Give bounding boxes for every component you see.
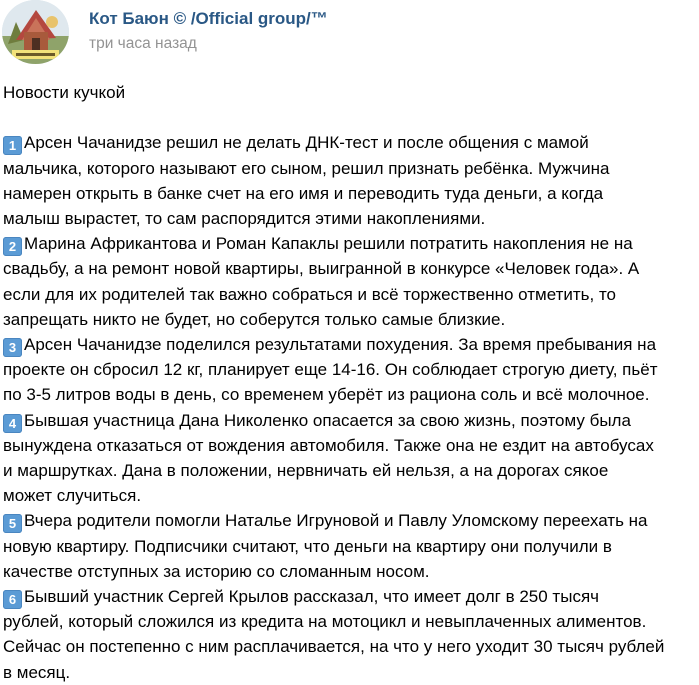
- news-item: [3, 408, 693, 509]
- post-title: Новости кучкой: [3, 83, 126, 102]
- news-item-text: Бывший участник Сергей Крылов рассказал, что имеет долг в 250 тысяч рублей, который сложился из кредита на мотоцикл и невыплаченных алиментов. Сейчас он постепенно с ним расплачивается, на что у него уходит 30 тысяч рублей в месяц.: [3, 587, 665, 682]
- news-item-text: Арсен Чачанидзе поделился результатами похудения. За время пребывания на проекте он сбросил 12 кг, планирует еще 14-16. Он соблюдает строгую диету, пьёт по 3-5 литров воды в день, со временем уберёт из рациона соль и всё молочное.: [3, 335, 658, 405]
- cat-logo-avatar-icon: [2, 0, 69, 64]
- number-3-emoji-icon: 3: [3, 338, 22, 357]
- post-timestamp[interactable]: три часа назад: [89, 35, 197, 52]
- news-item: [3, 508, 693, 584]
- number-2-emoji-icon: 2: [3, 237, 22, 256]
- news-item: [3, 130, 693, 231]
- news-item: [3, 332, 693, 408]
- number-1-emoji-icon: 1: [3, 136, 22, 155]
- news-item-text: Арсен Чачанидзе решил не делать ДНК-тест и после общения с мамой мальчика, которого называют его сыном, решил признать ребёнка. Мужчина намерен открыть в банке счет на его имя и переводить туда деньги, а когда малыш вырастет, то сам распорядится этими накоплениями.: [3, 133, 610, 228]
- post-text: [3, 80, 693, 685]
- empty-line: [3, 105, 693, 130]
- number-6-emoji-icon: 6: [3, 590, 22, 609]
- group-avatar[interactable]: [2, 0, 69, 64]
- news-item: [3, 231, 693, 332]
- post-header: [0, 0, 699, 68]
- news-item-text: Бывшая участница Дана Николенко опасается за свою жизнь, поэтому была вынуждена отказаться от вождения автомобиля. Также она не ездит на автобусах и маршрутках. Дана в положении, нервничать ей нельзя, а на дорогах сякое может случиться.: [3, 410, 654, 506]
- news-item-text: Марина Африкантова и Роман Капаклы решили потратить накопления не на свадьбу, а на ремонт новой квартиры, выигранной в конкурсе «Человек года». А если для их родителей так важно собраться и всё торжественно отметить, то запрещать никто не будет, но соберутся только самые близкие.: [3, 234, 640, 329]
- group-name-link[interactable]: Кот Баюн © /Official group/™: [89, 9, 328, 28]
- number-4-emoji-icon: 4: [3, 414, 22, 433]
- number-5-emoji-icon: 5: [3, 514, 22, 533]
- news-item: [3, 584, 693, 685]
- news-item-text: Вчера родители помогли Наталье Игруновой и Павлу Уломскому переехать на новую квартиру. Подписчики считают, что деньги на квартиру они получили в качестве отступных за историю со сломанным носом.: [3, 511, 648, 581]
